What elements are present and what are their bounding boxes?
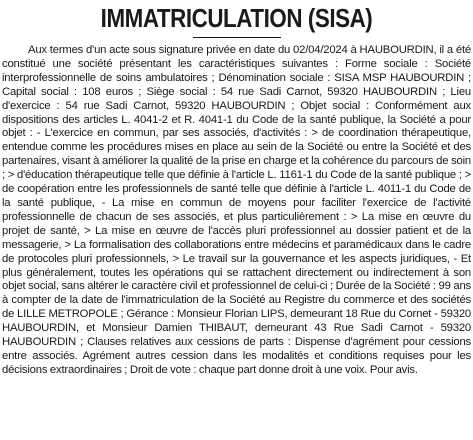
- notice-body: Aux termes d'un acte sous signature privée en date du 02/04/2024 à HAUBOURDIN, il a été constitué une société présentant les caractéristiques suivantes : Forme sociale : Société interprofessionnelle de soins ambulatoires ; Dénomination sociale : SISA MSP HAUBOURDIN ; Capital social : 108 euros ; Siège social : 54 rue Sadi Carnot, 59320 HAUBOURDIN ; Lieu d'exercice : 54 rue Sadi Carnot, 59320 HAUBOURDIN ; Objet social : Conformément aux dispositions des articles L. 4041-2 et R. 4041-1 du Code de la santé publique, la Société a pour objet : - L'exercice en commun, par ses associés, d'activités : > de coordination thérapeutique, entendue comme les procédures mises en place au sein de la Société ou entre la Société et des partenaires, visant à améliorer la qualité de la prise en charge et la cohérence du parcours de soin ; > d'éducation thérapeutique telle que définie à l'article L. 1161-1 du Code de la santé publique ; > de coopération entre les professionnels de santé telle que définie à l'article L. 4011-1 du Code de la santé publique, - La mise en commun de moyens pour faciliter l'exercice de l'activité professionnelle de chacun de ses associés, et plus particulièrement : > La mise en œuvre du projet de santé, > La mise en œuvre de l'accès pluri professionnel au dossier patient et de la messagerie, > La formalisation des collaborations entre médecins et paramédicaux dans le cadre de protocoles pluri professionnels, > Le travail sur la gouvernance et les aspects juridiques, - Et plus généralement, toutes les opérations qui se rattachent directement ou indirectement à son objet social, sans altérer le caractère civil et professionnel de celui-ci ; Durée de la Société : 99 ans à compter de la date de l'immatriculation de la Société au Registre du commerce et des sociétés de LILLE METROPOLE ; Gérance : Monsieur Florian LIPS, demeurant 18 Rue du Cornet - 59320 HAUBOURDIN, et Monsieur Damien THIBAUT, demeurant 43 Rue Sadi Carnot - 59320 HAUBOURDIN ; Clauses relatives aux cessions de parts : Dispense d'agrément pour cessions entre associés. Agrément autres cession dans les modalités et conditions requises pour les décisions extraordinaires ; Droit de vote : chaque part donne droit à une voix. Pour avis.: [2, 44, 471, 376]
- title-divider: [193, 37, 281, 38]
- notice-title: IMMATRICULATION (SISA): [100, 3, 373, 33]
